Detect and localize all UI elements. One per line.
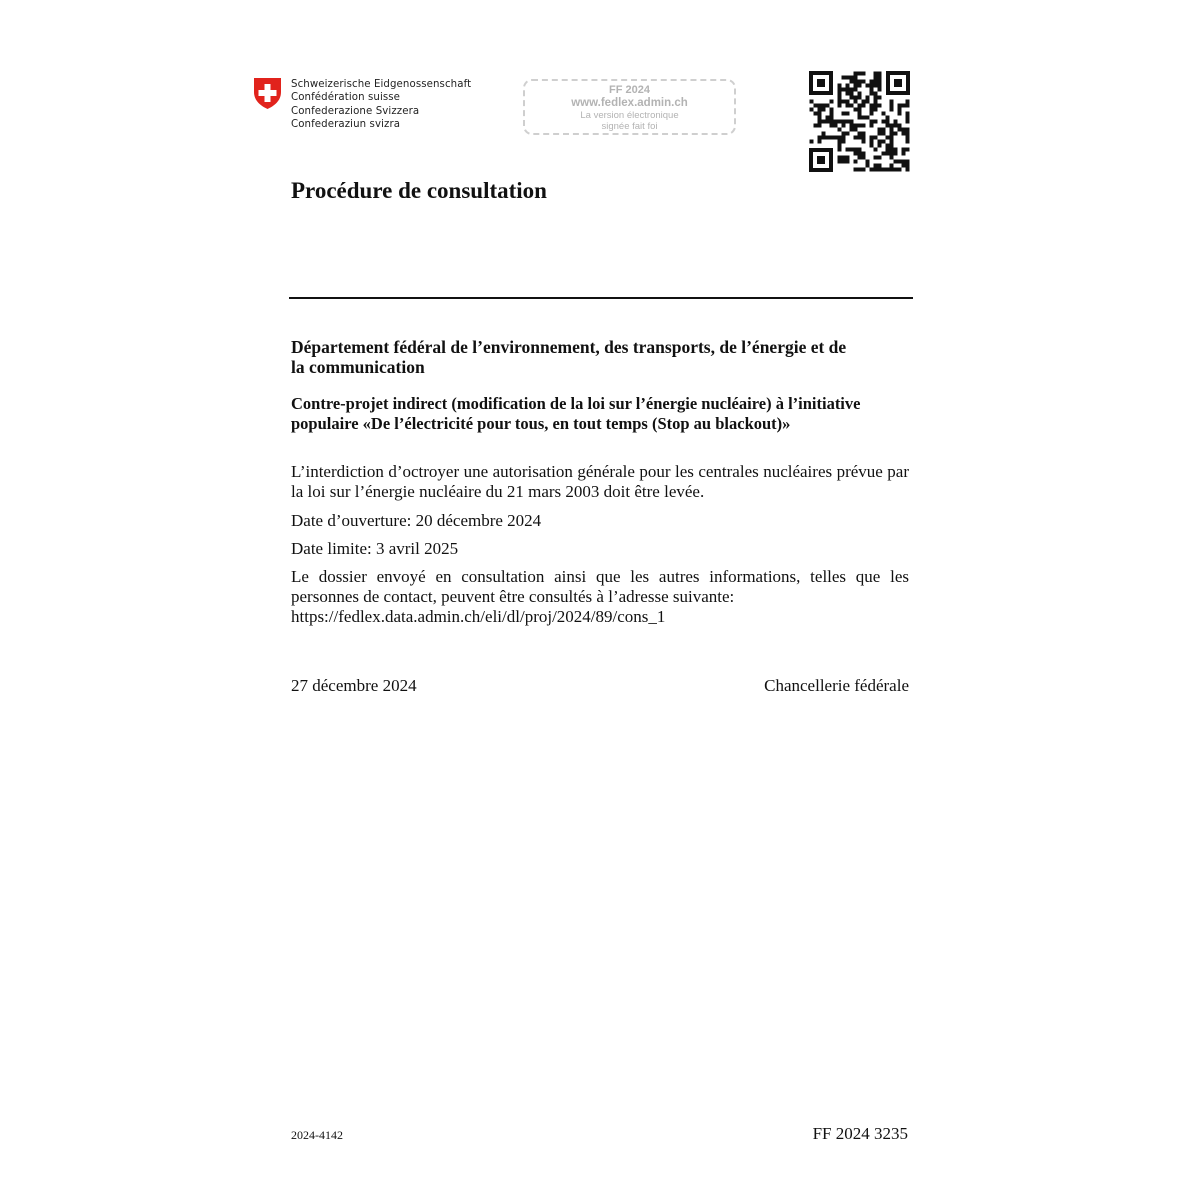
stamp-line-3: La version électronique [580,110,679,121]
department-heading: Département fédéral de l’environnement, des transports, de l’énergie et de la communication [291,337,847,377]
authenticity-stamp [523,79,736,135]
info-text: Le dossier envoyé en consultation ainsi que les autres informations, telles que les personnes de contact, peuvent être consultés à l’adresse suivante: [291,567,909,606]
confed-name-fr: Confédération suisse [291,92,401,104]
swiss-cross-icon [253,77,282,110]
consultation-url[interactable]: https://fedlex.data.admin.ch/eli/dl/proj/2024/89/cons_1 [291,607,666,626]
opening-date: Date d’ouverture: 20 décembre 2024 [291,511,542,530]
stamp-line-2: www.fedlex.admin.ch [571,97,688,109]
document-id: 2024-4142 [291,1128,343,1142]
confed-name-it: Confederazione Svizzera [291,105,420,117]
signature-authority: Chancellerie fédérale [764,676,909,695]
section-divider [289,297,913,299]
stamp-line-4: signée fait foi [601,121,658,132]
subject-heading: Contre-projet indirect (modification de la loi sur l’énergie nucléaire) à l’initiative populaire «De l’électricité pour tous, en tout temps (Stop au blackout)» [291,394,861,433]
signature-date: 27 décembre 2024 [291,676,417,695]
ff-reference: FF 2024 3235 [812,1124,908,1143]
confed-name-de: Schweizerische Eidgenossenschaft [291,79,472,90]
info-paragraph [291,567,909,627]
qr-code-icon [809,71,910,172]
page-title: Procédure de consultation [291,178,547,203]
confed-name-rm: Confederaziun svizra [291,119,401,131]
deadline: Date limite: 3 avril 2025 [291,539,459,558]
confederation-names [291,78,471,132]
summary-paragraph: L’interdiction d’octroyer une autorisation générale pour les centrales nucléaires prévue par la loi sur l’énergie nucléaire du 21 mars 2003 doit être levée. [291,462,909,501]
stamp-line-1: FF 2024 [609,84,650,96]
